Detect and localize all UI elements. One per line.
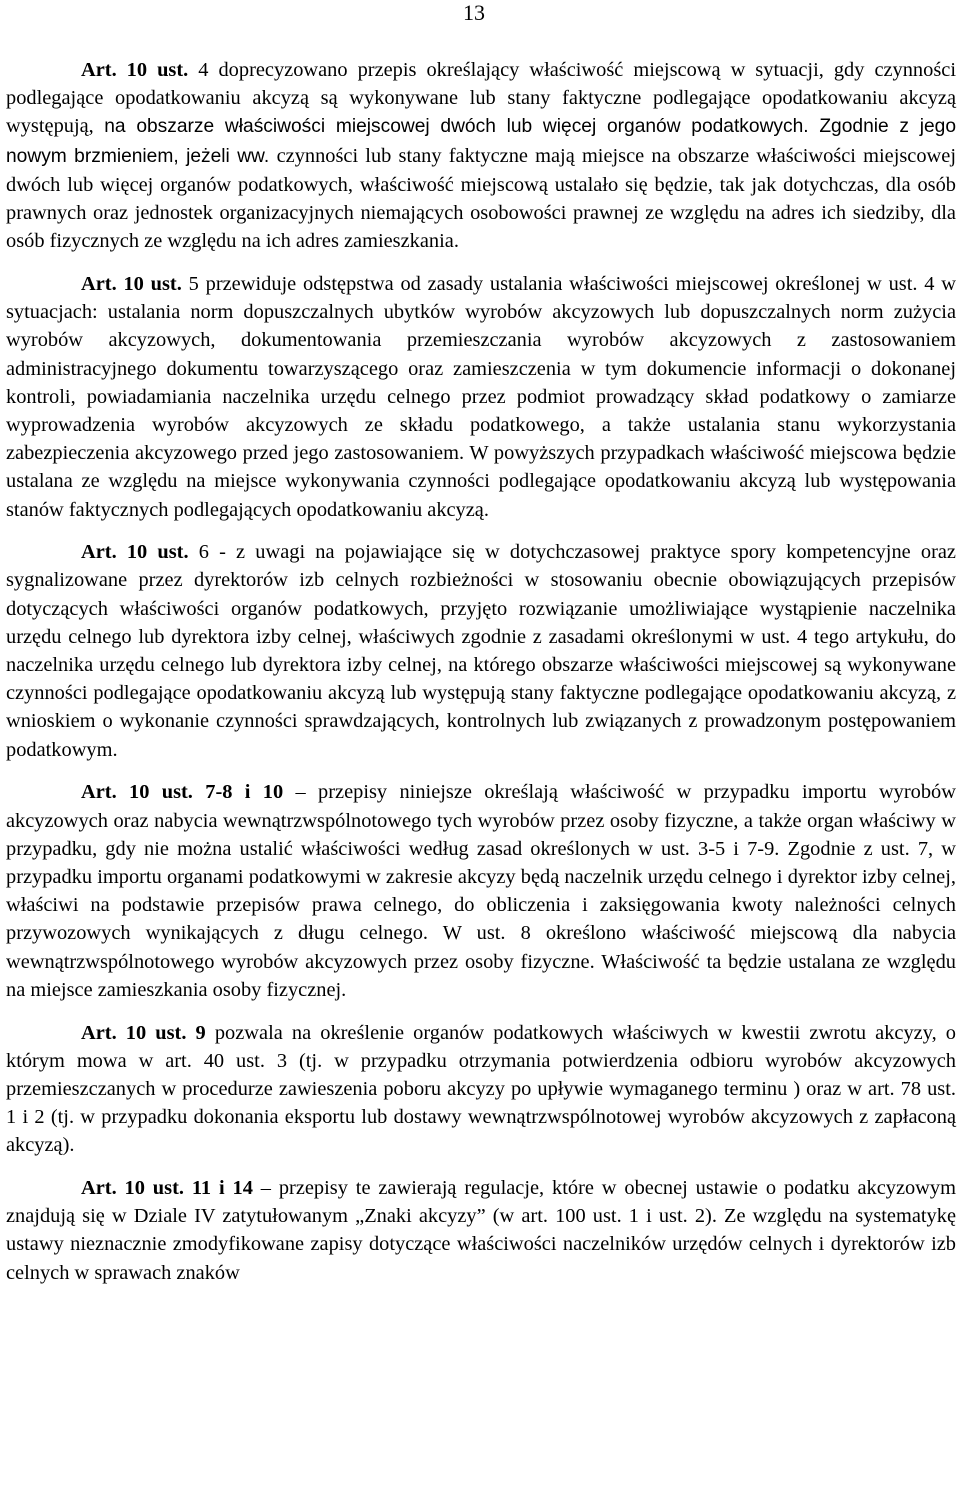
article-reference: Art. 10 ust. (81, 541, 189, 564)
article-reference: Art. 10 ust. (81, 781, 193, 804)
paragraph-text: pozwala na określenie organów podatkowych właściwych w kwestii zwrotu akcyzy, o którym mowa w art. 40 ust. 3 (tj. w przypadku otrzymania potwierdzenia odbioru wyrobów akcyzowych przemieszczanych w procedurze zawieszenia poboru akcyzy po upływie wymaganego terminu ) oraz w art. 78 ust. 1 i 2 (tj. w przypadku dokonania eksportu lub dostawy wewnątrzwspólnotowej wyrobów akcyzowych z zapłaconą akcyzą). (6, 1021, 956, 1157)
paragraph-number: 9 (195, 1021, 206, 1044)
paragraph-number: 6 - (198, 541, 226, 564)
paragraph-number: 7-8 i 10 (205, 781, 284, 804)
paragraph-number: 11 i 14 (191, 1177, 253, 1200)
paragraph-art-10-ust-6 (6, 538, 956, 764)
paragraph-art-10-ust-9 (6, 1019, 956, 1160)
article-reference: Art. 10 ust. (81, 59, 189, 81)
article-reference: Art. 10 ust. (81, 272, 182, 295)
paragraph-art-10-ust-4 (6, 56, 956, 255)
paragraph-text-rest: czynności lub stany faktyczne mają miejsce na obszarze właściwości miejscowej dwóch lub więcej organów podatkowych, właściwość miejscową ustalało się będzie, tak jak dotychczas, dla osób prawnych oraz jednostek organizacyjnych niemających osobowości prawnej ze względu na adres ich siedziby, dla osób fizycznych ze względu na ich adres zamieszkania. (6, 144, 956, 253)
paragraph-art-10-ust-11-14 (6, 1174, 956, 1287)
paragraph-art-10-ust-5 (6, 270, 956, 524)
paragraph-text-sans: na obszarze właściwości miejscowej dwóch lub więcej organów podatkowych. Zgodnie z jego nowym brzmieniem, jeżeli ww. (6, 116, 956, 167)
document-body (6, 56, 956, 1301)
paragraph-text: – przepisy niniejsze określają właściwość w przypadku importu wyrobów akcyzowych oraz nabycia wewnątrzwspólnotowego tych wyrobów przez osoby fizyczne, a także organ właściwy w przypadku, gdy nie można ustalić właściwości według zasad określonych w ust. 3-5 i 7-9. Zgodnie z ust. 7, w przypadku importu organami podatkowymi w zakresie akcyzy będą naczelnik urzędu celnego i dyrektor izby celnej, właściwi na podstawie przepisów prawa celnego, do obliczenia i zaksięgowania kwoty należności celnych przywozowych wynikających z długu celnego. W ust. 8 określono właściwość miejscową dla nabycia wewnątrzwspólnotowego wyrobów akcyzowych przez osoby fizyczne. Właściwość ta będzie ustalana ze względu na miejsce zamieszkania osoby fizycznej. (6, 781, 956, 1001)
paragraph-text: przewiduje odstępstwa od zasady ustalania właściwości miejscowej określonej w ust. 4 w sytuacjach: ustalania norm dopuszczalnych ubytków wyrobów akcyzowych lub dopuszczalnych norm zużycia wyrobów akcyzowych, dokumentowania przemieszczania wyrobów akcyzowych z zastosowaniem administracyjnego dokumentu towarzyszącego oraz zamieszczenia w tym dokumencie informacji o dokonanej kontroli, powiadamiania naczelnika urzędu celnego przez podmiot prowadzący skład podatkowy o zamiarze wyprowadzenia wyrobów akcyzowych ze składu podatkowego, a także ustalania stanu wykorzystania zabezpieczenia akcyzowego przed jego zastosowaniem. W powyższych przypadkach właściwość miejscowa będzie ustalana ze względu na miejsce wykonywania czynności podlegające opodatkowaniu akcyzą lub występowania stanów faktycznych podlegających opodatkowaniu akcyzą. (6, 272, 956, 521)
paragraph-number: 4 (198, 59, 209, 81)
article-reference: Art. 10 ust. (81, 1177, 184, 1200)
paragraph-number: 5 (188, 272, 199, 295)
paragraph-text: – przepisy te zawierają regulacje, które w obecnej ustawie o podatku akcyzowym znajdują się w Dziale IV zatytułowanym „Znaki akcyzy” (w art. 100 ust. 1 i ust. 2). Ze względu na systematykę ustawy nieznacznie zmodyfikowane zapisy dotyczące właściwości naczelników urzędów celnych i dyrektorów izb celnych w sprawach znaków (6, 1177, 956, 1284)
page-number: 13 (463, 0, 485, 25)
paragraph-art-10-ust-7-8-10 (6, 778, 956, 1004)
article-reference: Art. 10 ust. (81, 1021, 187, 1044)
paragraph-text: doprecyzowano przepis określający właściwość miejscową w sytuacji, gdy czynności podlegające opodatkowaniu akcyzą są wykonywane lub stany faktyczne podlegające opodatkowaniu akcyzą występują, (6, 59, 956, 138)
paragraph-text: z uwagi na pojawiające się w dotychczasowej praktyce spory kompetencyjne oraz sygnalizowane przez dyrektorów izb celnych rozbieżności w stosowaniu obecnie obowiązujących przepisów dotyczących właściwości organów podatkowych, przyjęto rozwiązanie umożliwiające wystąpienie naczelnika urzędu celnego lub dyrektora izby celnej, właściwych zgodnie z zasadami określonymi w ust. 4 tego artykułu, do naczelnika urzędu celnego lub dyrektora izby celnej, na którego obszarze właściwości miejscowej są wykonywane czynności podlegające opodatkowaniu akcyzą lub występują stany faktyczne podlegające opodatkowaniu akcyzą, z wnioskiem o wykonanie czynności sprawdzających, kontrolnych lub związanych z prowadzonym postępowaniem podatkowym. (6, 541, 956, 761)
